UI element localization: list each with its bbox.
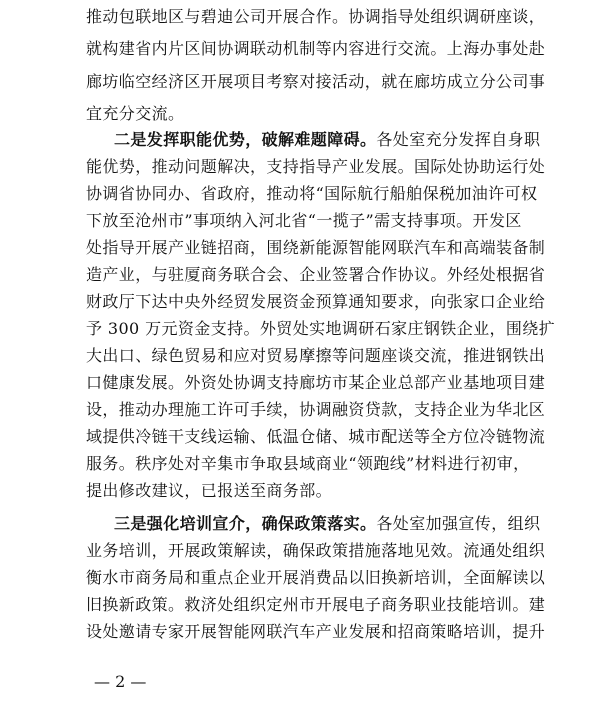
paragraph-text: 大出口、绿色贸易和应对贸易摩擦等问题座谈交流，推进钢铁出 <box>86 346 546 365</box>
paragraph-text: 能优势，推动问题解决，支持指导产业发展。国际处协助运行处 <box>86 157 546 176</box>
paragraph-text: 设，推动办理施工许可手续，协调融资贷款，支持企业为华北区 <box>86 400 546 419</box>
text-line <box>86 290 546 314</box>
text-line <box>114 128 541 152</box>
paragraph-text: 服务。秩序处对辛集市争取县域商业“领跑线”材料进行初审， <box>86 454 530 473</box>
text-line <box>86 566 546 590</box>
text-line <box>86 209 522 233</box>
text-line <box>86 479 518 503</box>
text-line <box>86 425 546 449</box>
text-line <box>86 236 546 260</box>
paragraph-text: 造产业，与驻厦商务联合会、企业签署合作协议。外经处根据省 <box>86 265 546 284</box>
bold-heading-text: 三是强化培训宣介，确保政策落实。 <box>114 514 377 533</box>
paragraph-text: 予 300 万元资金支持。外贸处实地调研石家庄钢铁企业，围绕扩 <box>86 319 556 338</box>
text-line <box>86 452 530 476</box>
paragraph-text: 口健康发展。外资处协调支持廊坊市某企业总部产业基地项目建 <box>86 373 546 392</box>
paragraph-text: 宜充分交流。 <box>86 104 185 123</box>
text-line <box>86 37 546 61</box>
text-line <box>86 155 546 179</box>
paragraph-text: 域提供冷链干支线运输、低温仓储、城市配送等全方位冷链物流 <box>86 427 546 446</box>
paragraph-text: 处指导开展产业链招商，围绕新能源智能网联汽车和高端装备制 <box>86 238 546 257</box>
text-line <box>86 317 556 341</box>
paragraph-text: 业务培训，开展政策解读，确保政策措施落地见效。流通处组织 <box>86 541 546 560</box>
paragraph-text: 各处室加强宣传，组织 <box>376 514 541 533</box>
text-line <box>86 263 546 287</box>
text-line <box>86 620 546 644</box>
text-line <box>86 70 546 94</box>
paragraph-text: 下放至沧州市”事项纳入河北省“一揽子”需支持事项。开发区 <box>86 211 522 230</box>
page-number: — 2 — <box>94 672 147 691</box>
text-line <box>86 398 546 422</box>
paragraph-text: 衡水市商务局和重点企业开展消费品以旧换新培训，全面解读以 <box>86 568 546 587</box>
text-line <box>86 344 546 368</box>
text-line <box>86 593 546 617</box>
paragraph-text: 推动包联地区与碧迪公司开展合作。协调指导处组织调研座谈， <box>86 7 546 26</box>
paragraph-text: 设处邀请专家开展智能网联汽车产业发展和招商策略培训，提升 <box>86 622 546 641</box>
paragraph-text: 提出修改建议，已报送至商务部。 <box>86 481 333 500</box>
bold-heading-text: 二是发挥职能优势，破解难题障碍。 <box>114 130 377 149</box>
paragraph-text: 就构建省内片区间协调联动机制等内容进行交流。上海办事处赴 <box>86 39 546 58</box>
paragraph-text: 廊坊临空经济区开展项目考察对接活动，就在廊坊成立分公司事 <box>86 72 546 91</box>
paragraph-text: 协调省协同办、省政府，推动将“国际航行船舶保税加油许可权 <box>86 184 538 203</box>
text-line <box>114 512 541 536</box>
paragraph-text: 财政厅下达中央外经贸发展资金预算通知要求，向张家口企业给 <box>86 292 546 311</box>
paragraph-text: 各处室充分发挥自身职 <box>376 130 541 149</box>
paragraph-text: 旧换新政策。救济处组织定州市开展电子商务职业技能培训。建 <box>86 595 546 614</box>
text-line <box>86 5 546 29</box>
text-line <box>86 182 538 206</box>
text-line <box>86 371 546 395</box>
text-line <box>86 539 546 563</box>
text-line <box>86 102 518 126</box>
